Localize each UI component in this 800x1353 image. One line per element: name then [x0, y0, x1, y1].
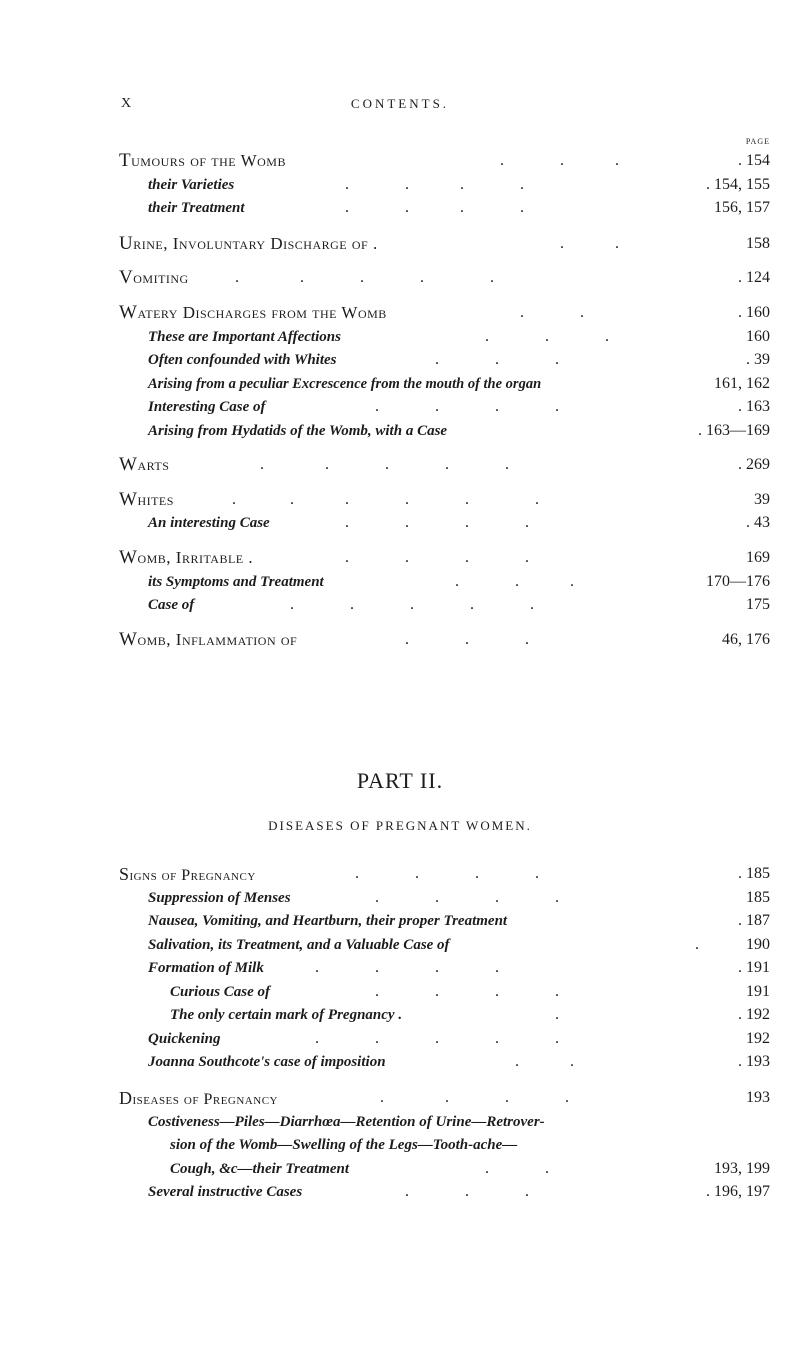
toc-entry: Urine, Involuntary Discharge of . . . 158: [119, 233, 770, 254]
toc-entry-title: Womb, Inflammation of: [119, 629, 298, 650]
toc-entry-title: their Treatment: [148, 200, 245, 216]
toc-entry: Quickening . . . . . 192: [0, 1028, 800, 1050]
toc-entry: Case of . . . . . 175: [0, 594, 800, 616]
toc-entry-title: Case of: [148, 597, 195, 613]
toc-entry-page: 170—176: [706, 573, 770, 590]
toc-entry-title: Often confounded with Whites: [148, 352, 337, 368]
toc-entry: their Treatment . . . . 156, 157: [0, 197, 800, 219]
toc-entry-title: Arising from a peculiar Excrescence from the mouth of the organ: [148, 376, 542, 392]
page-column-label: PAGE: [745, 137, 770, 146]
toc-entry: [0, 1134, 800, 1156]
toc-entry-title: Vomiting: [119, 267, 189, 288]
toc-entry-page: 193: [746, 1089, 770, 1106]
toc-entry: Tumours of the Womb . . . . 154: [119, 150, 770, 171]
toc-entry-page: . 185: [738, 865, 770, 882]
toc-entry: their Varieties . . . . . 154, 155: [0, 174, 800, 196]
toc-entry-title: Costiveness—Piles—Diarrhœa—Retention of Urine—Retrover-: [148, 1114, 545, 1130]
toc-entry-title: Interesting Case of: [148, 399, 266, 415]
toc-entry-page: . 39: [746, 351, 770, 368]
toc-entry: [0, 1111, 800, 1133]
toc-entry-page: . 192: [738, 1006, 770, 1023]
toc-entry: Warts . . . . . . 269: [119, 454, 770, 475]
toc-entry: An interesting Case . . . . . 43: [0, 512, 800, 534]
toc-entry-title: Several instructive Cases: [148, 1184, 303, 1200]
toc-entry: [0, 373, 800, 395]
toc-entry: Curious Case of . . . . 191: [0, 981, 800, 1003]
toc-entry: Salivation, its Treatment, and a Valuable Case of . 190: [0, 934, 800, 956]
toc-entry-title: Womb, Irritable .: [119, 547, 254, 568]
toc-entry: Formation of Milk . . . . . 191: [0, 957, 800, 979]
toc-entry-page: . 269: [738, 456, 770, 473]
toc-entry-title: Whites: [119, 489, 174, 510]
toc-entry-page: . 196, 197: [706, 1183, 770, 1200]
toc-entry-page: . 154: [738, 152, 770, 169]
toc-entry: These are Important Affections . . . 160: [0, 326, 800, 348]
toc-entry-page: 191: [746, 983, 770, 1000]
toc-entry-page: 193, 199: [714, 1160, 770, 1177]
toc-entry: Several instructive Cases . . . . 196, 197: [0, 1181, 800, 1203]
toc-entry-page: . 163—169: [698, 422, 770, 439]
toc-entry-page: . 124: [738, 269, 770, 286]
toc-entry: Interesting Case of . . . . . 163: [0, 396, 800, 418]
toc-entry-title: These are Important Affections: [148, 329, 341, 345]
toc-entry-title: Diseases of Pregnancy: [119, 1088, 278, 1108]
toc-entry-title: Urine, Involuntary Discharge of .: [119, 233, 378, 254]
toc-entry: Vomiting . . . . . . 124: [119, 267, 770, 288]
toc-entry-page: . 191: [738, 959, 770, 976]
toc-entry: Womb, Irritable . . . . . 169: [119, 547, 770, 568]
toc-entry-page: 192: [746, 1030, 770, 1047]
toc-entry: The only certain mark of Pregnancy . . . 192: [0, 1004, 800, 1026]
toc-entry: its Symptoms and Treatment . . . 170—176: [0, 571, 800, 593]
toc-entry-title: Curious Case of: [170, 984, 271, 1000]
toc-entry-title: sion of the Womb—Swelling of the Legs—Tooth-ache—: [170, 1137, 518, 1153]
toc-entry-page: 160: [746, 328, 770, 345]
toc-entry-page: . 160: [738, 304, 770, 321]
toc-entry-page: 169: [746, 549, 770, 566]
toc-entry-page: . 187: [738, 912, 770, 929]
toc-entry-page: . 193: [738, 1053, 770, 1070]
part-subtitle: DISEASES OF PREGNANT WOMEN.: [268, 818, 532, 833]
toc-entry-page: 190: [746, 936, 770, 953]
toc-entry-title: Quickening: [148, 1031, 221, 1047]
toc-entry-page: 161, 162: [714, 375, 770, 392]
toc-entry-title: Cough, &c—their Treatment: [170, 1161, 350, 1177]
toc-entry-page: 156, 157: [714, 199, 770, 216]
toc-entry-title: Nausea, Vomiting, and Heartburn, their proper Treatment: [148, 913, 508, 929]
toc-entry: Womb, Inflammation of . . . 46, 176: [119, 629, 770, 650]
toc-entry: Cough, &c—their Treatment . . 193, 199: [0, 1158, 800, 1180]
toc-entry-page: 175: [746, 596, 770, 613]
toc-entry: Signs of Pregnancy . . . . . 185: [0, 863, 800, 885]
toc-entry: [0, 910, 800, 932]
running-header: [0, 96, 800, 116]
running-title: CONTENTS.: [350, 96, 450, 111]
toc-entry: Joanna Southcote's case of imposition . . . 193: [0, 1051, 800, 1073]
toc-entry-title: Warts: [119, 454, 170, 475]
toc-entry-title: its Symptoms and Treatment: [148, 574, 324, 590]
toc-entry-title: An interesting Case: [148, 515, 270, 531]
toc-entry-title: Formation of Milk: [148, 960, 264, 976]
toc-entry-title: Salivation, its Treatment, and a Valuable Case of: [148, 937, 450, 953]
page-number: X: [121, 96, 133, 111]
toc-entry-page: 39: [754, 491, 770, 508]
toc-entry-title: Suppression of Menses: [148, 890, 291, 906]
toc-entry-page: 185: [746, 889, 770, 906]
toc-entry-title: The only certain mark of Pregnancy .: [170, 1007, 403, 1023]
part-title: PART II.: [356, 768, 444, 793]
toc-entry-title: Tumours of the Womb: [119, 150, 286, 171]
toc-entry-title: Arising from Hydatids of the Womb, with a Case: [148, 423, 448, 439]
toc-entry-page: 158: [746, 235, 770, 252]
toc-entry: Suppression of Menses . . . . 185: [0, 887, 800, 909]
toc-entry-title: Joanna Southcote's case of imposition: [148, 1054, 386, 1070]
toc-entry: Whites . . . . . . 39: [119, 489, 770, 510]
toc-entry: Often confounded with Whites . . . . 39: [0, 349, 800, 371]
toc-entry-title: Signs of Pregnancy: [119, 864, 256, 884]
toc-entry-page: 46, 176: [722, 631, 770, 648]
toc-entry: Diseases of Pregnancy . . . . 193: [0, 1087, 800, 1109]
toc-entry-page: . 43: [746, 514, 770, 531]
toc-entry-page: . 154, 155: [706, 176, 770, 193]
toc-entry-title: Watery Discharges from the Womb: [119, 302, 387, 323]
toc-entry: [0, 420, 800, 442]
toc-entry-page: . 163: [738, 398, 770, 415]
toc-entry-title: their Varieties: [148, 177, 235, 193]
toc-entry: Watery Discharges from the Womb . . . 160: [119, 302, 770, 323]
